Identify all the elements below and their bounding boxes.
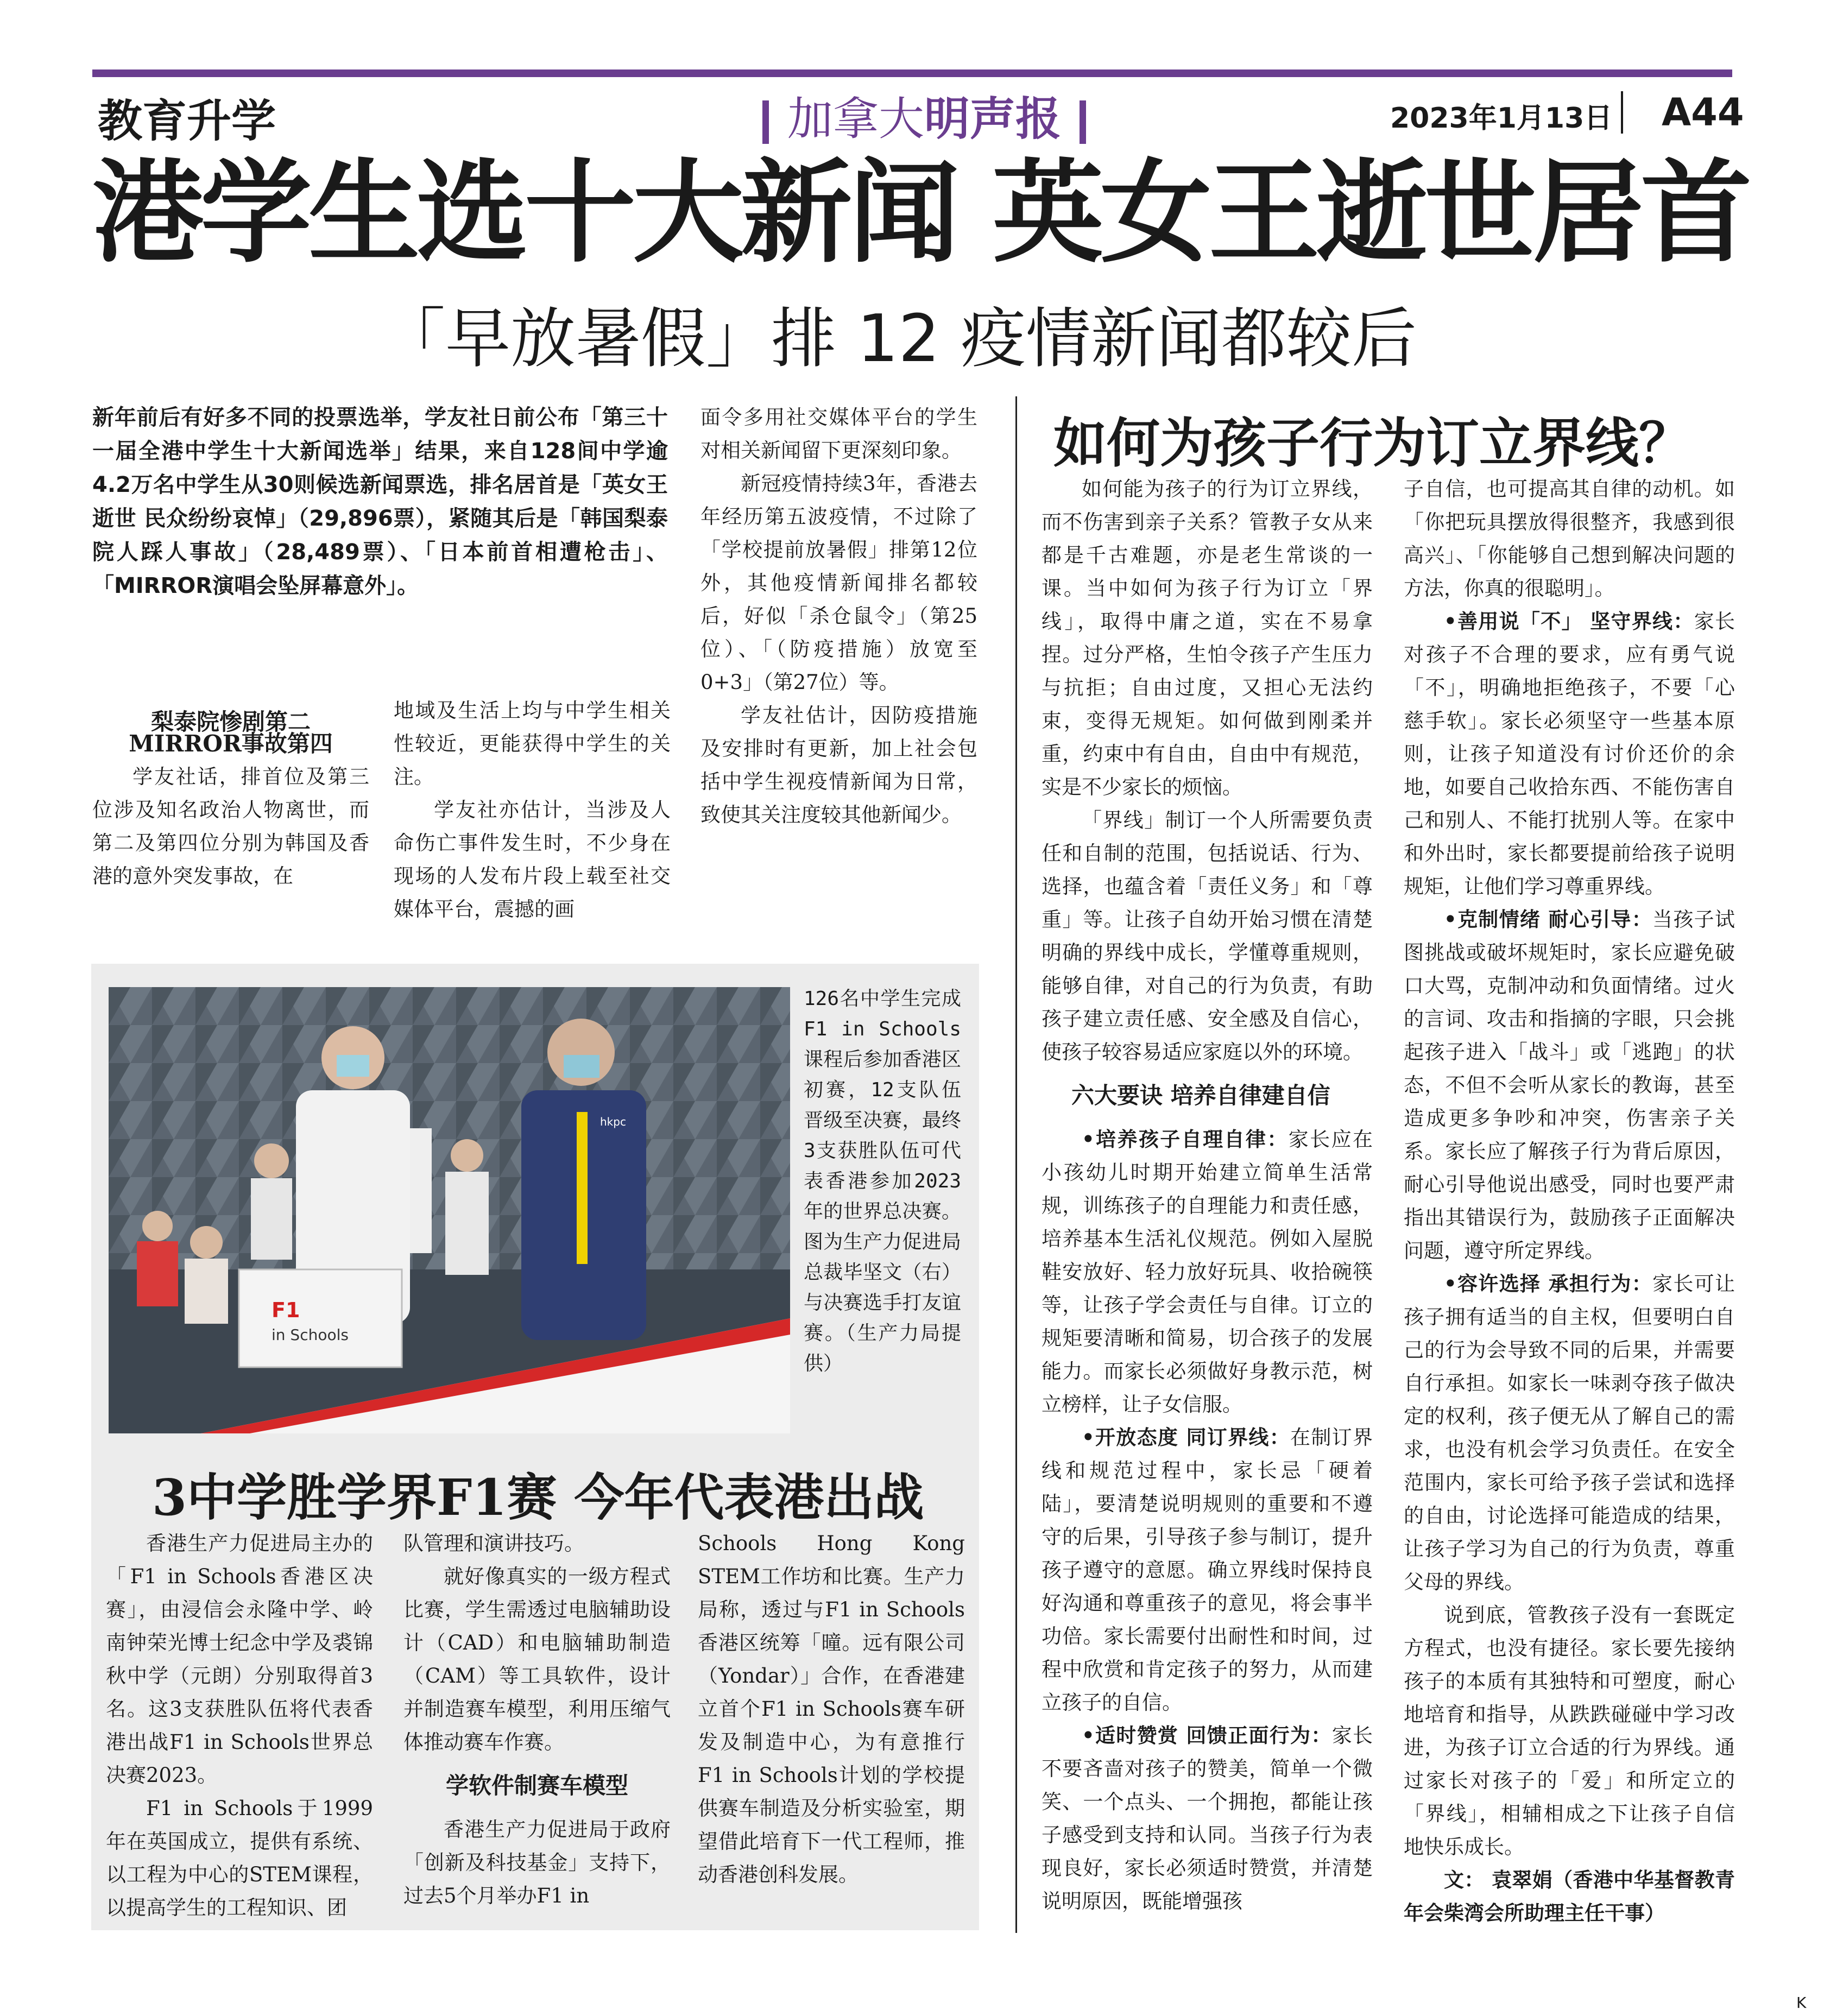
main-col-2 [394, 694, 671, 926]
main-subtitle-1: 梨泰院惨剧第二 [150, 709, 311, 735]
main-paragraph: 地域及生活上均与中学生相关性较近，更能获得中学生的关注。 [394, 699, 671, 788]
column-rule [1015, 396, 1017, 1933]
tip-3 [1042, 1719, 1373, 1918]
main-lead [92, 401, 668, 603]
page-number: A44 [1662, 90, 1744, 135]
tip-5 [1404, 903, 1735, 1267]
tip-2-text: 在制订界线和规范过程中，家长忌「硬着陆」，要清楚说明规则的重要和不遵守的后果，引导孩子参与制订，提升孩子遵守的意愿。确立界线时保持良好沟通和尊重孩子的意见，将会事半功倍。家长需要付出耐性和时间，过程中欣赏和肯定孩子的努力，从而建立孩子的自信。 [1042, 1426, 1373, 1714]
corner-mark: K [1796, 1994, 1807, 2012]
tip-4 [1404, 605, 1735, 903]
masthead-region: 加拿大 [787, 92, 925, 146]
main-col-3 [700, 401, 977, 831]
header-divider [1621, 91, 1623, 134]
masthead-bar-right [1080, 100, 1086, 144]
f1-paragraph: 就好像真实的一级方程式比赛，学生需透过电脑辅助设计（CAD）和电脑辅助制造（CAM）等工具软件，设计并制造赛车模型，利用压缩气体推动赛车作赛。 [403, 1565, 671, 1754]
right-paragraph: 「界线」制订一个人所需要负责任和自制的范围，包括说话、行为、选择，也蕴含着「责任义务」和「尊重」等。让孩子自幼开始习惯在清楚明确的界线中成长，学懂尊重规则，能够自律，对自己的行为负责，有助孩子建立责任感、安全感及自信心，使孩子较容易适应家庭以外的环境。 [1042, 808, 1373, 1064]
issue-date: 2023年1月13日 [1390, 102, 1613, 135]
right-article-title: 如何为孩子行为订立界线？ [1053, 412, 1693, 475]
main-paragraph: 新冠疫情持续3年，香港去年经历第五波疫情，不过除了「学校提前放暑假」排第12位外，其他疫情新闻排名都较后，好似「杀仓鼠令」（第25位）、「（防疫措施）放宽至0+3」（第27位）等。 [700, 472, 977, 694]
f1-paragraph: 队管理和演讲技巧。 [403, 1532, 584, 1555]
tip-6-text: 家长可让孩子拥有适当的自主权，但要明白自己的行为会导致不同的后果，并需要自行承担。如家长一味剥夺孩子做决定的权利，孩子便无从了解自己的需求，也没有机会学习负责任。在安全范围内，家长可给予孩子尝试和选择的自由，讨论选择可能造成的结果，让孩子学习为自己的行为负责，尊重父母的界线。 [1404, 1272, 1735, 1594]
banner-label: in Schools [272, 1326, 349, 1344]
right-paragraph: 如何能为孩子的行为订立界线，而不伤害到亲子关系？管教子女从来都是千古难题，亦是老生常谈的一课。当中如何为孩子行为订立「界线」，取得中庸之道，实在不易拿捏。过分严格，生怕令孩子产生压力与抗拒；自由过度，又担心无法约束，变得无规矩。如何做到刚柔并重，约束中有自由，自由中有规范，实是不少家长的烦恼。 [1042, 477, 1373, 799]
tip-1 [1042, 1123, 1373, 1421]
top-rule [92, 69, 1732, 77]
masthead [744, 83, 1105, 148]
tip-4-text: 家长对孩子不合理的要求，应有勇气说「不」，明确地拒绝孩子，不要「心慈手软」。家长必须坚守一些基本原则，让孩子知道没有讨价还价的余地，如要自己收拾东西、不能伤害自己和别人、不能打扰别人等。在家中和外出时，家长都要提前给孩子说明规矩，让他们学习尊重界线。 [1404, 610, 1735, 898]
main-subtitle-2: MIRROR事故第四 [129, 730, 333, 757]
tip-2-heading: •开放态度 同订界线： [1082, 1425, 1291, 1449]
f1-article-title: 3中学胜学界F1赛 今年代表港出战 [152, 1468, 924, 1527]
main-lead-text: 新年前后有好多不同的投票选举，学友社日前公布「第三十一届全港中学生十大新闻选举」结果，来自128间中学逾4.2万名中学生从30则候选新闻票选，排名居首是「英女王逝世 民众纷纷哀悼」（29,896票），紧随其后是「韩国梨泰院人踩人事故」（28,489票）、「日本前首相遭枪击」、「MIRROR演唱会坠屏幕意外」。 [92, 405, 668, 598]
main-paragraph: 学友社估计，因防疫措施及安排时有更新，加上社会包括中学生视疫情新闻为日常，致使其关注度较其他新闻少。 [700, 704, 977, 826]
f1-paragraph: F1 in Schools于1999年在英国成立，提供有系统、以工程为中心的STEM课程，以提高学生的工程知识、团 [106, 1797, 373, 1919]
tip-2 [1042, 1421, 1373, 1719]
f1-paragraph: 香港生产力促进局主办的「F1 in Schools香港区决赛」，由浸信会永隆中学、岭南钟荣光博士纪念中学及裘锦秋中学（元朗）分别取得首3名。这3支获胜队伍将代表香港出战F1 in Schools世界总决赛2023。 [106, 1532, 373, 1787]
tip-5-text: 当孩子试图挑战或破坏规矩时，家长应避免破口大骂，克制冲动和负面情绪。过火的言词、攻击和指摘的字眼，只会挑起孩子进入「战斗」或「逃跑」的状态，不但不会听从家长的教诲，甚至造成更多争吵和冲突，伤害亲子关系。家长应了解孩子行为背后原因，耐心引导他说出感受，同时也要严肃指出其错误行为，鼓励孩子正面解决问题，遵守所定界线。 [1404, 908, 1735, 1262]
tip-6-heading: •容许选择 承担行为： [1444, 1272, 1653, 1295]
main-col-1 [92, 706, 369, 893]
f1-col-2 [403, 1527, 671, 1912]
right-subtitle: 六大要诀 培养自律建自信 [1071, 1082, 1330, 1109]
tip-3-heading: •适时赞赏 回馈正面行为： [1082, 1723, 1332, 1747]
f1-paragraph: 香港生产力促进局于政府「创新及科技基金」支持下，过去5个月举办F1 in [403, 1818, 671, 1907]
tip-1-heading: •培养孩子自理自律： [1082, 1127, 1289, 1151]
main-paragraph: 学友社亦估计，当涉及人命伤亡事件发生时，不少身在现场的人发布片段上载至社交媒体平台，震撼的画 [394, 798, 671, 921]
tip-3-continued: 子自信，也可提高其自律的动机。如「你把玩具摆放得很整齐，我感到很高兴」、「你能够自己想到解决问题的方法，你真的很聪明」。 [1404, 477, 1735, 600]
lanyard-logo: hkpc [600, 1115, 626, 1128]
main-paragraph: 学友社话，排首位及第三位涉及知名政治人物离世，而第二及第四位分别为韩国及香港的意外突发事故，在 [92, 765, 369, 888]
masthead-name: 明声报 [924, 92, 1062, 146]
photo-caption: 126名中学生完成F1 in Schools课程后参加香港区初赛，12支队伍晋级至决赛，最终3支获胜队伍可代表香港参加2023年的世界总决赛。图为生产力促进局总裁毕坚文（右）与决赛选手打友谊赛。（生产力局提供） [804, 988, 961, 1375]
tip-1-text: 家长应在小孩幼儿时期开始建立简单生活常规，训练孩子的自理能力和责任感，培养基本生活礼仪规范。例如入屋脱鞋安放好、轻力放好玩具、收拾碗筷等，让孩子学会责任与自律。订立的规矩要清晰和简易，切合孩子的发展能力。而家长必须做好身教示范，树立榜样，让子女信服。 [1042, 1128, 1373, 1416]
headline: 港学生选十大新闻 英女王逝世居首 [92, 149, 1749, 278]
masthead-bar-left [762, 100, 769, 144]
tip-3-text: 家长不要吝啬对孩子的赞美，简单一个微笑、一个点头、一个拥抱，都能让孩子感受到支持和认同。当孩子行为表现良好，家长必须适时赞赏，并清楚说明原因，既能增强孩 [1042, 1724, 1373, 1913]
right-col-1 [1042, 472, 1373, 1918]
photo-illustration [109, 987, 790, 1433]
section-label: 教育升学 [98, 95, 276, 147]
main-paragraph: 面令多用社交媒体平台的学生对相关新闻留下更深刻印象。 [700, 406, 977, 462]
f1-paragraph: Schools Hong Kong STEM工作坊和比赛。生产力局称，透过与F1 in Schools香港区统筹「曈。远有限公司（Yondar）」合作，在香港建立首个F1 in Schools赛车研发及制造中心，为有意推行F1 in Schools计划的学校提供赛车制造及分析实验室，期望借此培育下一代工程师，推动香港创科发展。 [698, 1532, 965, 1886]
f1-col-3 [698, 1527, 965, 1891]
f1-subtitle: 学软件制赛车模型 [445, 1772, 628, 1799]
tip-4-heading: •善用说「不」 坚守界线： [1444, 609, 1694, 633]
right-col-2 [1404, 472, 1735, 1930]
f1-col-1 [106, 1527, 373, 1924]
byline: 文： 袁翠娟（香港中华基督教青年会柴湾会所助理主任干事） [1404, 1868, 1735, 1925]
tip-5-heading: •克制情绪 耐心引导： [1444, 907, 1653, 931]
right-conclusion: 说到底，管教孩子没有一套既定方程式，也没有捷径。家长要先接纳孩子的本质有其独特和可塑度，耐心地培育和指导，从跌跌碰碰中学习改进，为孩子订立合适的行为界线。通过家长对孩子的「爱」和所定立的「界线」，相辅相成之下让孩子自信地快乐成长。 [1404, 1603, 1735, 1859]
news-photo [109, 987, 790, 1433]
tip-6 [1404, 1267, 1735, 1598]
svg-text:F1: F1 [272, 1298, 300, 1322]
subheadline: 「早放暑假」排 12 疫情新闻都较后 [380, 301, 1417, 377]
